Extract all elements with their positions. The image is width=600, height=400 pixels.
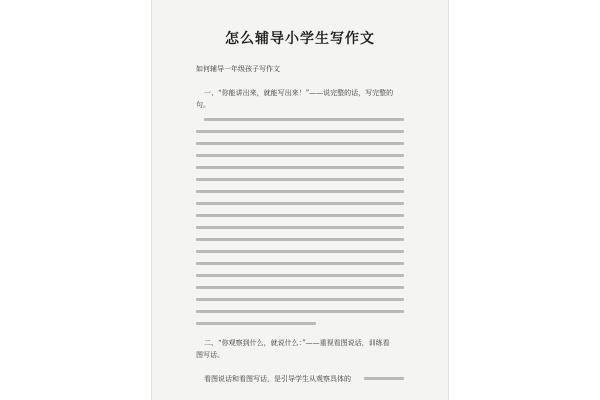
text-line — [196, 154, 404, 157]
text-line — [196, 130, 404, 133]
section-1-heading-continued: 句。 — [196, 101, 210, 109]
text-line — [196, 202, 404, 205]
text-line — [196, 310, 404, 313]
text-line — [196, 190, 404, 193]
section-2-heading: 二、“你观察到什么，就说什么：”——重视看图说话，训练看 — [204, 339, 390, 347]
text-line — [196, 250, 404, 253]
text-line — [196, 298, 404, 301]
text-line — [196, 214, 404, 217]
text-line — [196, 274, 404, 277]
text-line — [196, 142, 404, 145]
document-subtitle: 如何辅导一年级孩子写作文 — [196, 65, 280, 73]
text-line — [196, 286, 404, 289]
document-title: 怎么辅导小学生写作文 — [225, 31, 375, 47]
text-line — [196, 238, 404, 241]
section-2-heading-continued: 图写话。 — [196, 351, 224, 359]
text-line — [196, 262, 404, 265]
text-line — [196, 226, 404, 229]
text-line — [204, 118, 404, 121]
text-line — [196, 178, 404, 181]
section-1-heading: 一、“你能讲出来，就能写出来！”——说完整的话，写完整的 — [204, 89, 394, 97]
text-line — [196, 322, 316, 325]
text-line — [364, 377, 404, 380]
document-page — [152, 0, 448, 400]
paragraph-3-start: 看图说话和看图写话，是引导学生从观察具体的 — [204, 375, 351, 383]
text-line — [196, 166, 404, 169]
